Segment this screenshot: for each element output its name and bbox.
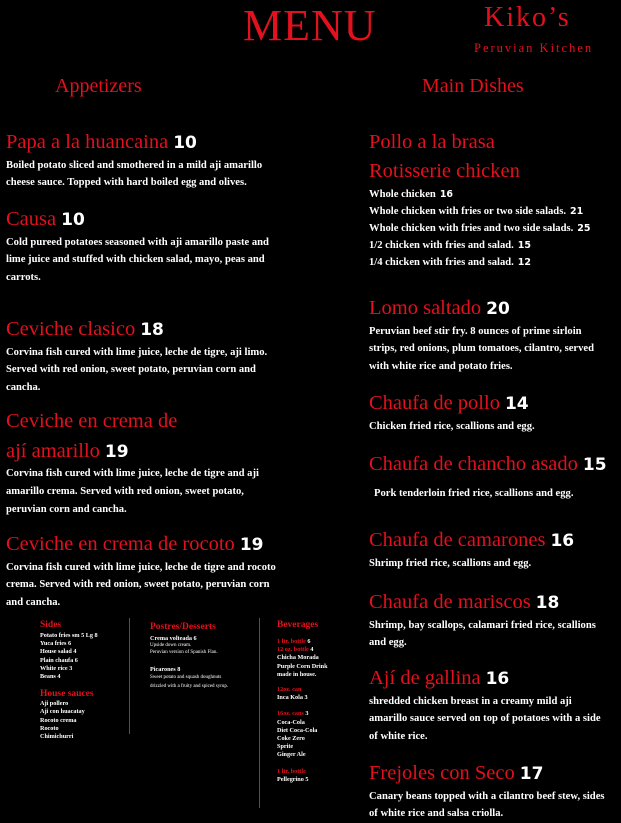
beverages-section (277, 620, 357, 784)
item-desc-line: Corvina fish cured with lime juice, leche de tigre, aji limo. (6, 346, 268, 358)
pollo-option: Whole chicken with fries or two side salads. (369, 206, 566, 218)
item-price: 19 (104, 441, 129, 462)
divider-line (129, 618, 130, 734)
pollo-price: 16 (439, 189, 454, 201)
item-name: Chaufa de mariscos (369, 591, 531, 613)
item-desc-line: Shrimp fried rice, scallions and egg. (369, 557, 532, 569)
item-name: Ají de gallina (369, 667, 481, 689)
item-name: Lomo saltado (369, 297, 482, 319)
dessert-desc: Upside down cream. (150, 643, 192, 649)
item-desc-line: Canary beans topped with a cilantro beef stew, sides (369, 790, 605, 802)
item-name: Chaufa de pollo (369, 392, 500, 414)
item-price: 10 (173, 133, 197, 153)
item-desc-line: Peruvian beef stir fry. 8 ounces of prime sirloin (369, 325, 582, 337)
side-price: 6 (74, 656, 78, 664)
desserts-heading: Postres/Desserts (150, 622, 216, 632)
sauce-item: Aji pollero (40, 700, 69, 708)
main-item (369, 762, 614, 823)
main-item (369, 297, 614, 376)
item-desc-line: of white rice. (369, 730, 428, 742)
dessert-desc: drizzled with a fruity and spiced syrup. (150, 683, 229, 689)
main-item (369, 591, 614, 652)
sauce-item: Rocoto crema (40, 716, 77, 724)
item-name: Ceviche en crema de (6, 410, 178, 432)
appetizer-item (6, 131, 291, 192)
beverage-size: 12oz. can (277, 686, 302, 694)
divider-line (259, 618, 260, 808)
house-sauces-heading: House sauces (40, 689, 94, 700)
beverage-price: 4 (310, 646, 314, 654)
brand-logo: Kiko’s (484, 2, 571, 33)
sides-heading: Sides (40, 620, 62, 630)
item-desc-line: and cancha. (6, 596, 61, 608)
dessert-name: Crema volteada (150, 635, 192, 642)
item-desc-line: and egg. (369, 637, 407, 649)
pollo-option: 1/4 chicken with fries and salad. (369, 257, 514, 269)
beverage-item: Pellegrino 5 (277, 775, 309, 783)
desserts-section (150, 622, 260, 691)
brand-subtitle: Peruvian Kitchen (474, 41, 594, 55)
item-desc-line: Shrimp, bay scallops, calamari fried rice, scallions (369, 619, 596, 631)
side-price: 4 (73, 648, 77, 656)
menu-title: MENU (243, 1, 377, 50)
sauce-item: Aji con huacatay (40, 708, 85, 716)
side-price: 6 (67, 640, 72, 648)
beverage-price: 3 (305, 710, 309, 718)
beverage-item: Coca-Cola (277, 718, 305, 726)
side-item: Beans (40, 673, 56, 681)
pollo-option: Whole chicken (369, 189, 436, 201)
main-dishes-heading: Main Dishes (422, 75, 524, 97)
item-desc-line: lime juice and stuffed with chicken salad, mayo, peas and (6, 254, 265, 266)
dessert-price: 6 (193, 635, 197, 642)
beverage-size: 12 oz. bottle (277, 646, 309, 654)
item-desc-line: crema. Served with red onion, sweet potato, peruvian corn (6, 579, 270, 591)
side-price: 5 Lg 8 (81, 632, 98, 639)
beverage-item: Sprite (277, 743, 294, 751)
item-price: 17 (519, 764, 544, 784)
dessert-desc: Peruvian version of Spanish Flan. (150, 649, 218, 655)
item-desc-line: Corvina fish cured with lime juice, leche de tigre and aji (6, 468, 259, 480)
beverage-item: Purple Corn Drink (277, 662, 328, 670)
beverage-item: Diet Coca-Cola (277, 726, 318, 734)
item-price: 14 (504, 394, 529, 414)
main-item-pollo (369, 131, 614, 271)
item-price: 19 (239, 535, 264, 555)
beverage-item: Chicha Morada (277, 654, 319, 662)
item-desc-line: shredded chicken breast in a creamy mild aji (369, 695, 572, 707)
appetizers-heading: Appetizers (55, 75, 142, 97)
item-desc-line: carrots. (6, 271, 41, 283)
sauce-item: Chimichurri (40, 733, 74, 741)
dessert-price: 8 (177, 666, 181, 674)
pollo-price: 12 (517, 257, 532, 269)
item-price: 15 (582, 455, 607, 475)
beverage-item: Ginger Ale (277, 751, 306, 759)
dessert-name: Picarones (150, 666, 176, 674)
pollo-option: 1/2 chicken with fries and salad. (369, 240, 514, 252)
beverage-item: Inca Kola 3 (277, 694, 308, 702)
item-name: Ceviche en crema de rocoto (6, 533, 235, 555)
item-name: Ceviche clasico (6, 318, 136, 340)
beverage-item: Coke Zero (277, 735, 305, 743)
sauce-item: Rocoto (40, 724, 59, 732)
side-item: House salad (40, 648, 72, 656)
item-name: Causa (6, 208, 57, 230)
item-desc-line: Pork tenderloin fried rice, scallions and egg. (374, 487, 574, 499)
item-price: 20 (486, 299, 510, 319)
side-item: Potato fries sm (40, 632, 80, 639)
item-desc-line: Corvina fish cured with lime juice, leche de tigre and rocoto (6, 561, 276, 573)
appetizer-item (6, 318, 291, 397)
item-desc-line: Cold pureed potatoes seasoned with aji amarillo paste and (6, 236, 269, 248)
pollo-price: 25 (577, 223, 591, 235)
pollo-price: 15 (517, 240, 532, 252)
appetizer-item (6, 208, 291, 287)
beverage-size: 16oz. cans (277, 710, 304, 718)
item-desc-line: Chicken fried rice, scallions and egg. (369, 420, 535, 432)
side-price: 3 (69, 664, 73, 672)
beverage-item: made in house. (277, 670, 317, 678)
item-desc-line: cancha. (6, 381, 41, 393)
beverage-size: 1 ltr. bottle (277, 767, 306, 775)
item-name: Pollo a la brasa (369, 131, 495, 153)
side-item: White rice (40, 664, 68, 672)
item-desc-line: Served with red onion, sweet potato, peruvian corn and (6, 364, 256, 376)
item-name: Frejoles con Seco (369, 762, 515, 784)
side-price: 4 (57, 673, 61, 681)
item-desc-line: amarillo crema. Served with red onion, sweet potato, (6, 485, 244, 497)
item-price: 18 (535, 593, 560, 613)
sides-section (40, 620, 130, 741)
side-item: Yuca fries (40, 640, 67, 648)
item-desc-line: cheese sauce. Topped with hard boiled egg and olives. (6, 177, 247, 189)
item-name: Chaufa de chancho asado (369, 453, 578, 475)
main-item (369, 453, 617, 502)
item-desc-line: strips, red onions, plum tomatoes, cilantro, served (369, 343, 595, 355)
main-item (369, 392, 614, 435)
item-price: 10 (61, 210, 85, 230)
item-price: 16 (485, 669, 510, 689)
pollo-price: 21 (569, 206, 584, 218)
item-subname: Rotisserie chicken (369, 159, 520, 182)
main-item (369, 529, 614, 572)
appetizer-item (6, 410, 291, 518)
item-desc-line: Boiled potato sliced and smothered in a mild aji amarillo (6, 159, 263, 171)
item-desc-line: peruvian corn and cancha. (6, 503, 127, 515)
beverages-heading: Beverages (277, 620, 319, 630)
item-name: Papa a la huancaina (6, 131, 169, 153)
item-desc-line: with white rice and potato fries. (369, 360, 513, 372)
beverage-size: 1 ltr. bottle (277, 638, 306, 645)
item-price: 18 (140, 320, 164, 340)
appetizer-item (6, 533, 296, 612)
item-desc-line: amarillo sauce served on top of potatoes with a side (369, 713, 601, 725)
dessert-desc: Sweet potato and squash doughnuts (150, 675, 222, 681)
pollo-option: Whole chicken with fries and two side salads. (369, 223, 574, 235)
beverage-price: 6 (307, 638, 311, 645)
item-name: ají amarillo (6, 439, 100, 462)
item-desc-line: of white rice and salsa criolla. (369, 808, 504, 820)
side-item: Plain chaufa (40, 656, 74, 664)
main-item (369, 667, 614, 746)
item-price: 16 (550, 531, 575, 551)
item-name: Chaufa de camarones (369, 529, 546, 551)
